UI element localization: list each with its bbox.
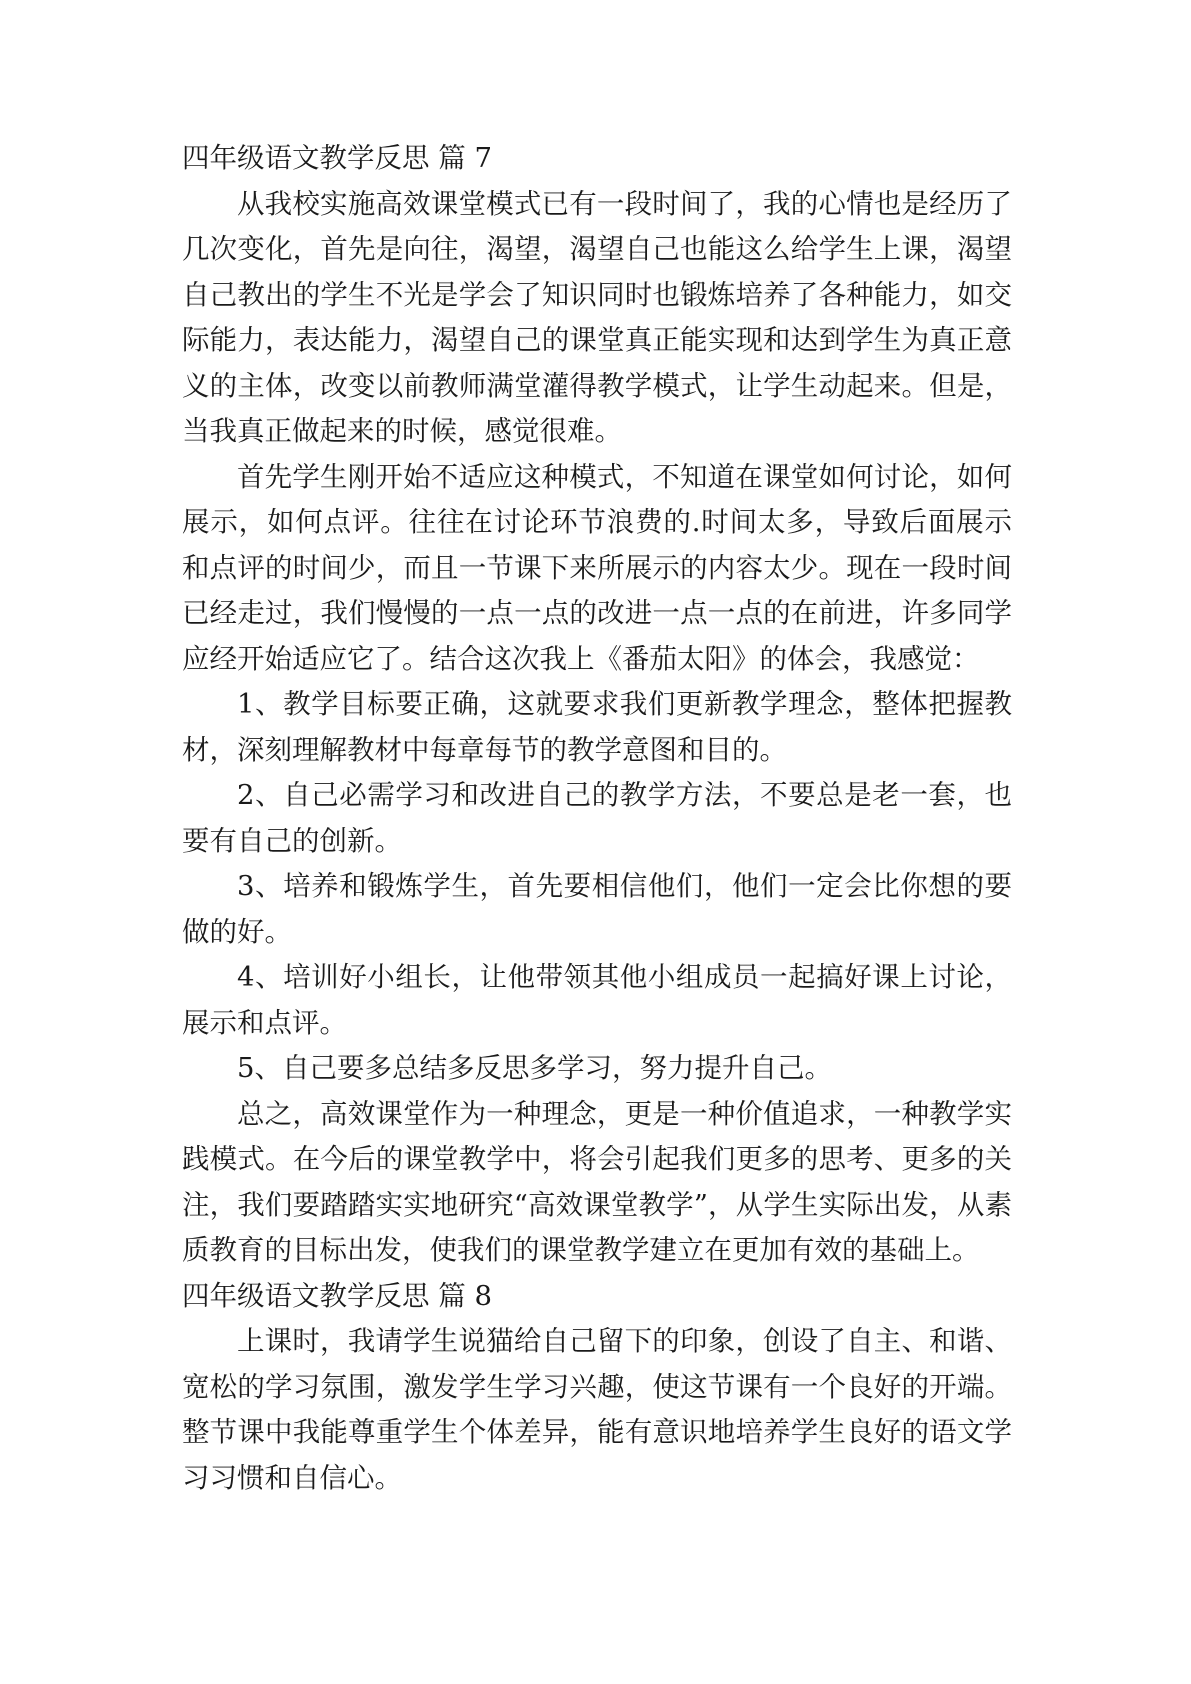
list-item-paragraph: 5、自己要多总结多反思多学习，努力提升自己。 (237, 1052, 832, 1084)
paragraph: 从我校实施高效课堂模式已有一段时间了，我的心情也是经历了几次变化，首先是向往，渴望，渴望自己也能这么给学生上课，渴望自己教出的学生不光是学会了知识同时也锻炼培养了各种能力，如交际能力，表达能力，渴望自己的课堂真正能实现和达到学生为真正意义的主体，改变以前教师满堂灌得教学模式，让学生动起来。但是，当我真正做起来的时候，感觉很难。 (182, 187, 1012, 447)
paragraph: 上课时，我请学生说猫给自己留下的印象，创设了自主、和谐、宽松的学习氛围，激发学生学习兴趣，使这节课有一个良好的开端。整节课中我能尊重学生个体差异，能有意识地培养学生良好的语文学习习惯和自信心。 (182, 1325, 1012, 1494)
section-heading: 四年级语文教学反思 篇 8 (182, 1279, 492, 1312)
list-item-paragraph: 4、培训好小组长，让他带领其他小组成员一起搞好课上讨论，展示和点评。 (182, 961, 1012, 1039)
list-item-paragraph: 3、培养和锻炼学生，首先要相信他们，他们一定会比你想的要做的好。 (182, 870, 1012, 948)
paragraph: 首先学生刚开始不适应这种模式，不知道在课堂如何讨论，如何展示，如何点评。往往在讨论环节浪费的.时间太多，导致后面展示和点评的时间少，而且一节课下来所展示的内容太少。现在一段时间已经走过，我们慢慢的一点一点的改进一点一点的在前进，许多同学应经开始适应它了。结合这次我上《番茄太阳》的体会，我感觉： (182, 460, 1012, 675)
paragraph: 总之，高效课堂作为一种理念，更是一种价值追求，一种教学实践模式。在今后的课堂教学中，将会引起我们更多的思考、更多的关注，我们要踏踏实实地研究“高效课堂教学”，从学生实际出发，从素质教育的目标出发，使我们的课堂教学建立在更加有效的基础上。 (182, 1097, 1012, 1266)
section-heading: 四年级语文教学反思 篇 7 (182, 142, 492, 174)
document-body (182, 136, 1012, 1501)
list-item-paragraph: 2、自己必需学习和改进自己的教学方法，不要总是老一套，也要有自己的创新。 (182, 779, 1012, 857)
list-item-paragraph: 1、教学目标要正确，这就要求我们更新教学理念，整体把握教材，深刻理解教材中每章每节的教学意图和目的。 (182, 688, 1012, 766)
